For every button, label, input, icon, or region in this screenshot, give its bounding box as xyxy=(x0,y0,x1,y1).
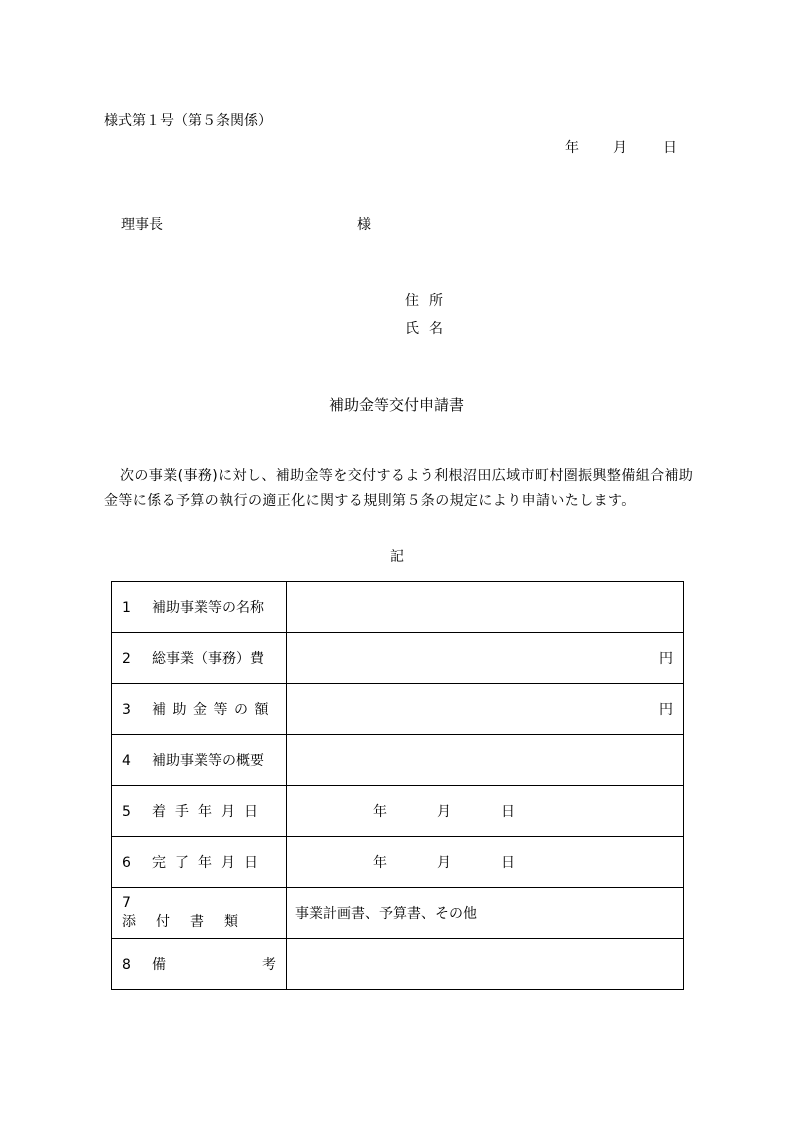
document-title: 補助金等交付申請書 xyxy=(329,396,465,414)
item-number: 5 xyxy=(122,804,131,820)
item-label-cell xyxy=(112,786,287,837)
item-value-cell[interactable] xyxy=(287,582,684,633)
table-row xyxy=(112,888,684,939)
date-month-label: 月 xyxy=(613,140,627,156)
applicant-name-label: 氏名 xyxy=(405,321,453,337)
end-month-label: 月 xyxy=(437,855,451,871)
item-label-cell xyxy=(112,684,287,735)
applicant-address-label: 住所 xyxy=(405,293,453,309)
table-row xyxy=(112,633,684,684)
item-value-cell[interactable] xyxy=(287,684,684,735)
table-row xyxy=(112,939,684,990)
item-label: 補助事業等の名称 xyxy=(152,600,264,616)
item-number: 6 xyxy=(122,855,131,871)
body-text-content: 次の事業(事務)に対し、補助金等を交付するよう利根沼田広域市町村圏振興整備組合補助金等に係る予算の執行の適正化に関する規則第５条の規定により申請いたします。 xyxy=(104,468,694,509)
table-row xyxy=(112,582,684,633)
ki-heading: 記 xyxy=(390,549,404,565)
submission-date-line xyxy=(565,137,677,157)
item-label-cell xyxy=(112,888,287,939)
item-label: 添付書類 xyxy=(122,914,258,930)
end-date-cell[interactable] xyxy=(287,837,684,888)
start-day-label: 日 xyxy=(501,804,515,820)
item-value-cell[interactable] xyxy=(287,633,684,684)
application-items-table xyxy=(111,581,684,990)
addressee-honorific: 様 xyxy=(357,217,371,233)
item-number: 3 xyxy=(122,702,131,718)
item-number: 2 xyxy=(122,651,131,667)
form-number-label: 様式第１号（第５条関係） xyxy=(104,113,272,129)
start-month-label: 月 xyxy=(437,804,451,820)
item-label-part: 備 xyxy=(152,957,166,973)
item-number: 7 xyxy=(122,895,131,911)
application-body-text xyxy=(104,464,696,514)
item-label: 着手年月日 xyxy=(152,804,267,820)
remarks-cell[interactable] xyxy=(287,939,684,990)
addressee-title: 理事長 xyxy=(121,217,163,233)
start-year-label: 年 xyxy=(373,804,387,820)
table-row xyxy=(112,684,684,735)
table-row xyxy=(112,837,684,888)
end-day-label: 日 xyxy=(501,855,515,871)
item-label-cell xyxy=(112,582,287,633)
date-year-label: 年 xyxy=(565,140,579,156)
item-label-cell xyxy=(112,939,287,990)
item-label-cell xyxy=(112,837,287,888)
item-number: 4 xyxy=(122,753,131,769)
item-label-part: 考 xyxy=(262,957,276,973)
item-number: 1 xyxy=(122,600,131,616)
yen-unit: 円 xyxy=(659,651,673,667)
item-label-cell xyxy=(112,633,287,684)
item-label-cell xyxy=(112,735,287,786)
item-label: 総事業（事務）費 xyxy=(152,651,264,667)
item-label: 補助金等の額 xyxy=(152,702,275,718)
attachments-value: 事業計画書、予算書、その他 xyxy=(295,906,477,922)
item-number: 8 xyxy=(122,957,131,973)
item-label: 完了年月日 xyxy=(152,855,267,871)
date-day-label: 日 xyxy=(663,140,677,156)
end-year-label: 年 xyxy=(373,855,387,871)
table-row xyxy=(112,735,684,786)
item-label: 補助事業等の概要 xyxy=(152,753,264,769)
start-date-cell[interactable] xyxy=(287,786,684,837)
table-row xyxy=(112,786,684,837)
item-value-cell[interactable] xyxy=(287,735,684,786)
attachments-cell[interactable] xyxy=(287,888,684,939)
yen-unit: 円 xyxy=(659,702,673,718)
